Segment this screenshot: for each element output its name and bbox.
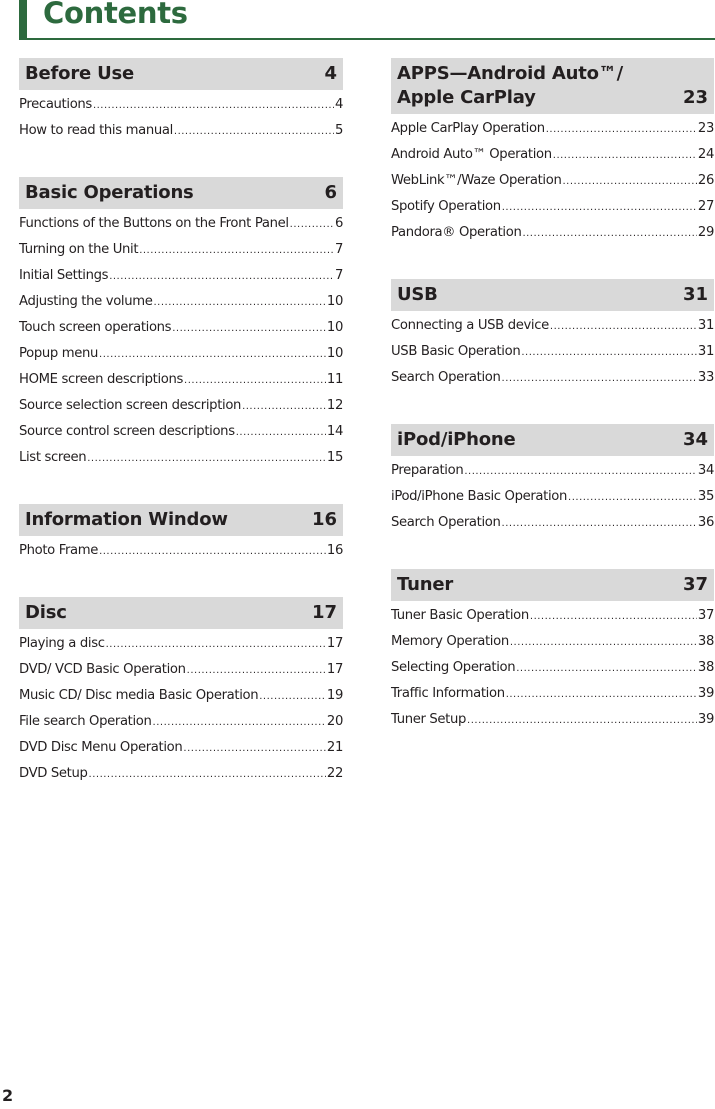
toc-entry[interactable] [391,121,714,147]
toc-section [19,597,343,792]
entry-page-number: 15 [326,450,343,465]
entry-title: Search Operation [391,370,501,385]
entry-title: DVD/ VCD Basic Operation [19,662,186,677]
dot-leader [506,689,697,700]
entry-title: Music CD/ Disc media Basic Operation [19,688,259,703]
entry-page-number: 5 [334,123,343,138]
entry-page-number: 14 [326,424,343,439]
entry-title: DVD Disc Menu Operation [19,740,183,755]
section-title: USB [397,284,438,305]
entry-page-number: 4 [334,97,343,112]
entry-list [19,97,343,149]
section-title: APPS—Android Auto™/ Apple CarPlay [397,63,623,108]
toc-entry[interactable] [391,318,714,344]
dot-leader [467,715,697,726]
entry-title: How to read this manual [19,123,173,138]
entry-page-number: 10 [326,294,343,309]
dot-leader [530,611,697,622]
entry-list [391,318,714,396]
entry-page-number: 23 [697,121,714,136]
section-heading[interactable] [391,279,714,311]
entry-title: HOME screen descriptions [19,372,184,387]
toc-entry[interactable] [19,740,343,766]
toc-entry[interactable] [19,372,343,398]
section-heading[interactable] [19,177,343,209]
dot-leader [236,427,326,438]
entry-title: Android Auto™ Operation [391,147,552,162]
entry-page-number: 26 [697,173,714,188]
toc-entry[interactable] [19,688,343,714]
dot-leader [154,297,326,308]
entry-page-number: 29 [697,225,714,240]
dot-leader [290,219,334,230]
toc-entry[interactable] [19,543,343,569]
dot-leader [502,202,697,213]
entry-title: Source control screen descriptions [19,424,235,439]
entry-page-number: 37 [697,608,714,623]
section-title: Basic Operations [25,182,194,203]
toc-entry[interactable] [391,660,714,686]
entry-title: DVD Setup [19,766,88,781]
entry-page-number: 10 [326,346,343,361]
entry-list [391,121,714,251]
toc-section [391,424,714,541]
entry-list [391,608,714,738]
entry-page-number: 27 [697,199,714,214]
entry-page-number: 6 [334,216,343,231]
section-heading[interactable] [19,597,343,629]
dot-leader [172,323,326,334]
toc-entry[interactable] [19,662,343,688]
dot-leader [109,271,334,282]
toc-entry[interactable] [391,225,714,251]
toc-entry[interactable] [391,712,714,738]
dot-leader [93,100,334,111]
page-header [19,0,715,40]
entry-page-number: 16 [326,543,343,558]
entry-page-number: 35 [697,489,714,504]
section-page-number: 23 [682,87,708,108]
entry-title: Turning on the Unit [19,242,139,257]
entry-title: Touch screen operations [19,320,172,335]
section-title: Information Window [25,509,228,530]
entry-list [19,636,343,792]
dot-leader [184,375,326,386]
entry-page-number: 34 [697,463,714,478]
dot-leader [550,321,697,332]
toc-entry[interactable] [19,123,343,149]
page-title: Contents [43,0,188,30]
dot-leader [87,453,326,464]
toc-left-column [19,58,343,820]
dot-leader [174,126,334,137]
dot-leader [553,150,697,161]
toc-entry[interactable] [19,766,343,792]
toc-right-column [391,58,714,766]
entry-title: WebLink™/Waze Operation [391,173,562,188]
section-page-number: 16 [311,509,337,530]
dot-leader [242,401,326,412]
entry-page-number: 11 [326,372,343,387]
dot-leader [568,492,697,503]
section-page-number: 37 [682,574,708,595]
toc-section [19,177,343,476]
section-heading[interactable] [391,58,714,114]
entry-title: USB Basic Operation [391,344,521,359]
dot-leader [139,245,334,256]
toc-entry[interactable] [391,489,714,515]
entry-title: iPod/iPhone Basic Operation [391,489,568,504]
toc-section [19,504,343,569]
entry-page-number: 17 [326,636,343,651]
entry-list [391,463,714,541]
toc-entry[interactable] [391,634,714,660]
dot-leader [187,665,326,676]
entry-page-number: 39 [697,686,714,701]
entry-page-number: 36 [697,515,714,530]
entry-title: Preparation [391,463,464,478]
page-number: 2 [2,1086,14,1105]
toc-entry[interactable] [391,147,714,173]
entry-page-number: 20 [326,714,343,729]
header-accent-bar [19,0,27,38]
dot-leader [510,637,697,648]
entry-title: Precautions [19,97,92,112]
entry-page-number: 7 [334,242,343,257]
section-title: iPod/iPhone [397,429,516,450]
section-page-number: 4 [324,63,337,84]
toc-section [391,569,714,738]
dot-leader [183,743,326,754]
toc-entry[interactable] [391,173,714,199]
entry-page-number: 31 [697,344,714,359]
dot-leader [153,717,326,728]
entry-title: Selecting Operation [391,660,516,675]
toc-entry[interactable] [391,686,714,712]
toc-entry[interactable] [19,268,343,294]
entry-title: Functions of the Buttons on the Front Panel [19,216,289,231]
toc-entry[interactable] [19,320,343,346]
section-page-number: 17 [311,602,337,623]
entry-title: Popup menu [19,346,99,361]
entry-list [19,216,343,476]
toc-section [391,279,714,396]
entry-title: Initial Settings [19,268,109,283]
toc-entry[interactable] [19,97,343,123]
toc-entry[interactable] [19,424,343,450]
entry-title: Tuner Basic Operation [391,608,529,623]
toc-entry[interactable] [391,344,714,370]
entry-page-number: 17 [326,662,343,677]
entry-page-number: 19 [326,688,343,703]
entry-page-number: 31 [697,318,714,333]
dot-leader [99,349,326,360]
toc-entry[interactable] [19,398,343,424]
entry-title: Connecting a USB device [391,318,549,333]
dot-leader [562,176,696,187]
entry-page-number: 39 [697,712,714,727]
entry-title: List screen [19,450,87,465]
entry-page-number: 38 [697,634,714,649]
entry-title: Photo Frame [19,543,99,558]
entry-list [19,543,343,569]
entry-title: Source selection screen description [19,398,242,413]
entry-title: Pandora® Operation [391,225,522,240]
entry-page-number: 38 [697,660,714,675]
toc-section [19,58,343,149]
dot-leader [516,663,697,674]
toc-entry[interactable] [391,370,714,396]
dot-leader [464,466,697,477]
section-heading[interactable] [391,424,714,456]
toc-entry[interactable] [19,346,343,372]
section-title: Tuner [397,574,454,595]
entry-title: Traffic Information [391,686,505,701]
toc-entry[interactable] [19,636,343,662]
toc-entry[interactable] [19,294,343,320]
entry-title: Playing a disc [19,636,105,651]
entry-page-number: 24 [697,147,714,162]
section-page-number: 6 [324,182,337,203]
toc-entry[interactable] [19,714,343,740]
entry-title: Search Operation [391,515,501,530]
dot-leader [502,373,697,384]
section-title: Before Use [25,63,135,84]
entry-page-number: 21 [326,740,343,755]
toc-section [391,58,714,251]
dot-leader [106,639,326,650]
section-heading[interactable] [391,569,714,601]
entry-title: Tuner Setup [391,712,467,727]
section-heading[interactable] [19,58,343,90]
dot-leader [521,347,697,358]
toc-entry[interactable] [391,199,714,225]
entry-title: Spotify Operation [391,199,501,214]
toc-entry[interactable] [391,608,714,634]
dot-leader [89,769,326,780]
entry-page-number: 10 [326,320,343,335]
entry-page-number: 7 [334,268,343,283]
entry-title: Memory Operation [391,634,509,649]
entry-title: Apple CarPlay Operation [391,121,545,136]
dot-leader [546,124,697,135]
entry-page-number: 12 [326,398,343,413]
entry-title: Adjusting the volume [19,294,153,309]
toc-entry[interactable] [19,216,343,242]
dot-leader [259,691,326,702]
dot-leader [502,518,697,529]
toc-entry[interactable] [391,515,714,541]
entry-title: File search Operation [19,714,152,729]
entry-page-number: 33 [697,370,714,385]
toc-entry[interactable] [19,450,343,476]
section-page-number: 31 [682,284,708,305]
section-page-number: 34 [682,429,708,450]
section-title: Disc [25,602,67,623]
toc-entry[interactable] [19,242,343,268]
entry-page-number: 22 [326,766,343,781]
dot-leader [522,228,696,239]
dot-leader [99,546,326,557]
toc-entry[interactable] [391,463,714,489]
section-heading[interactable] [19,504,343,536]
